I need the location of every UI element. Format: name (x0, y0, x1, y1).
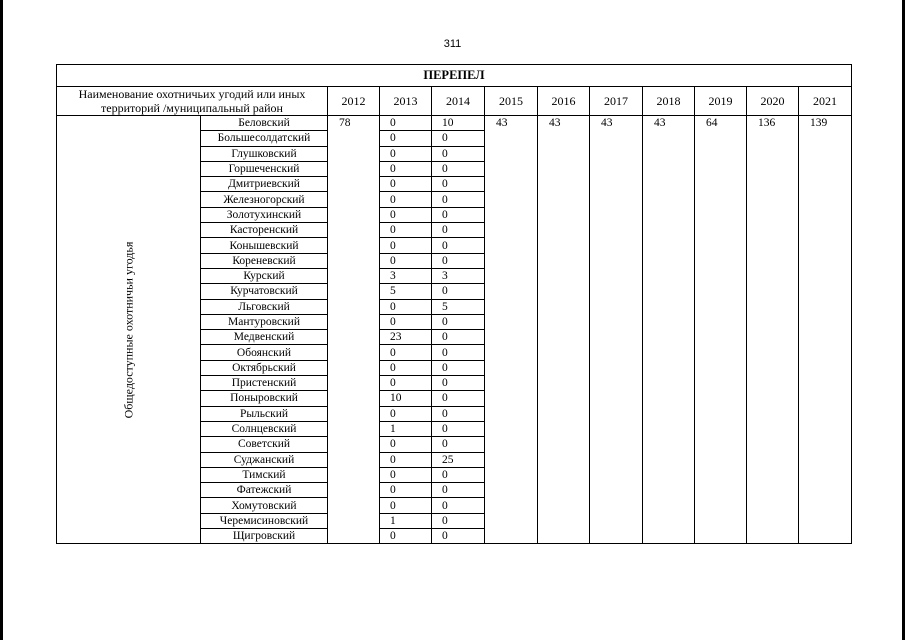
total-2019: 64 (695, 116, 747, 544)
value-2013: 3 (380, 268, 432, 283)
district-name: Фатежский (201, 483, 328, 498)
value-2013: 0 (380, 192, 432, 207)
value-2014: 0 (432, 207, 485, 222)
value-2014: 10 (432, 116, 485, 131)
district-name: Черемисиновский (201, 513, 328, 528)
value-2013: 0 (380, 253, 432, 268)
value-2013: 0 (380, 131, 432, 146)
district-name: Пристенский (201, 376, 328, 391)
year-header-2017: 2017 (590, 87, 643, 116)
district-name: Золотухинский (201, 207, 328, 222)
district-name: Медвенский (201, 330, 328, 345)
value-2013: 0 (380, 452, 432, 467)
value-2013: 1 (380, 421, 432, 436)
value-2014: 0 (432, 223, 485, 238)
value-2014: 0 (432, 238, 485, 253)
year-header-2018: 2018 (643, 87, 695, 116)
district-name: Большесолдатский (201, 131, 328, 146)
district-name: Советский (201, 437, 328, 452)
total-2012: 78 (328, 116, 380, 544)
district-name: Кореневский (201, 253, 328, 268)
value-2013: 10 (380, 391, 432, 406)
district-name: Конышевский (201, 238, 328, 253)
value-2014: 0 (432, 391, 485, 406)
year-header-2021: 2021 (799, 87, 852, 116)
total-2017: 43 (590, 116, 643, 544)
value-2014: 0 (432, 376, 485, 391)
value-2013: 0 (380, 376, 432, 391)
total-2020: 136 (747, 116, 799, 544)
value-2013: 0 (380, 483, 432, 498)
value-2013: 0 (380, 299, 432, 314)
year-header-2016: 2016 (538, 87, 590, 116)
value-2013: 0 (380, 146, 432, 161)
value-2014: 0 (432, 421, 485, 436)
year-header-2013: 2013 (380, 87, 432, 116)
year-header-2019: 2019 (695, 87, 747, 116)
district-name: Железногорский (201, 192, 328, 207)
value-2013: 0 (380, 207, 432, 222)
district-name: Дмитриевский (201, 177, 328, 192)
value-2013: 0 (380, 223, 432, 238)
value-2014: 0 (432, 513, 485, 528)
district-name: Курский (201, 268, 328, 283)
value-2013: 23 (380, 330, 432, 345)
district-name: Хомутовский (201, 498, 328, 513)
value-2014: 0 (432, 437, 485, 452)
value-2014: 0 (432, 284, 485, 299)
value-2014: 0 (432, 483, 485, 498)
district-name: Тимский (201, 467, 328, 482)
district-name: Льговский (201, 299, 328, 314)
value-2013: 0 (380, 467, 432, 482)
value-2013: 0 (380, 437, 432, 452)
value-2013: 0 (380, 177, 432, 192)
value-2014: 0 (432, 529, 485, 544)
value-2014: 0 (432, 498, 485, 513)
value-2014: 0 (432, 406, 485, 421)
value-2014: 0 (432, 314, 485, 329)
year-header-2020: 2020 (747, 87, 799, 116)
district-name: Октябрьский (201, 360, 328, 375)
value-2013: 0 (380, 238, 432, 253)
district-name: Курчатовский (201, 284, 328, 299)
value-2013: 0 (380, 360, 432, 375)
table-title: ПЕРЕПЕЛ (57, 65, 852, 87)
value-2014: 0 (432, 146, 485, 161)
category-cell (57, 116, 201, 544)
scan-border-left (0, 0, 3, 640)
value-2013: 0 (380, 498, 432, 513)
value-2014: 0 (432, 345, 485, 360)
value-2014: 3 (432, 268, 485, 283)
value-2014: 0 (432, 177, 485, 192)
value-2014: 0 (432, 360, 485, 375)
district-name: Суджанский (201, 452, 328, 467)
category-label: Общедоступные охотничьи угодья (121, 241, 135, 419)
district-name: Рыльский (201, 406, 328, 421)
total-2016: 43 (538, 116, 590, 544)
value-2014: 0 (432, 131, 485, 146)
total-2015: 43 (485, 116, 538, 544)
header-row (57, 87, 852, 116)
header-label: Наименование охотничьих угодий или иных территорий /муниципальный район (57, 87, 328, 116)
value-2014: 0 (432, 467, 485, 482)
value-2014: 25 (432, 452, 485, 467)
value-2013: 0 (380, 406, 432, 421)
value-2013: 0 (380, 116, 432, 131)
district-name: Обоянский (201, 345, 328, 360)
district-name: Мантуровский (201, 314, 328, 329)
value-2014: 0 (432, 192, 485, 207)
value-2014: 0 (432, 253, 485, 268)
page-number: 311 (443, 38, 462, 50)
district-name: Беловский (201, 116, 328, 131)
title-row (57, 65, 852, 87)
district-name: Солнцевский (201, 421, 328, 436)
district-name: Щигровский (201, 529, 328, 544)
quail-count-table (56, 64, 852, 544)
value-2013: 0 (380, 314, 432, 329)
value-2013: 0 (380, 345, 432, 360)
year-header-2014: 2014 (432, 87, 485, 116)
value-2013: 1 (380, 513, 432, 528)
value-2014: 0 (432, 330, 485, 345)
year-header-2015: 2015 (485, 87, 538, 116)
district-name: Касторенский (201, 223, 328, 238)
value-2013: 5 (380, 284, 432, 299)
value-2014: 5 (432, 299, 485, 314)
table-row (57, 116, 852, 131)
value-2014: 0 (432, 161, 485, 176)
district-name: Поныровский (201, 391, 328, 406)
year-header-2012: 2012 (328, 87, 380, 116)
value-2013: 0 (380, 161, 432, 176)
value-2013: 0 (380, 529, 432, 544)
total-2018: 43 (643, 116, 695, 544)
district-name: Горшеченский (201, 161, 328, 176)
district-name: Глушковский (201, 146, 328, 161)
total-2021: 139 (799, 116, 852, 544)
